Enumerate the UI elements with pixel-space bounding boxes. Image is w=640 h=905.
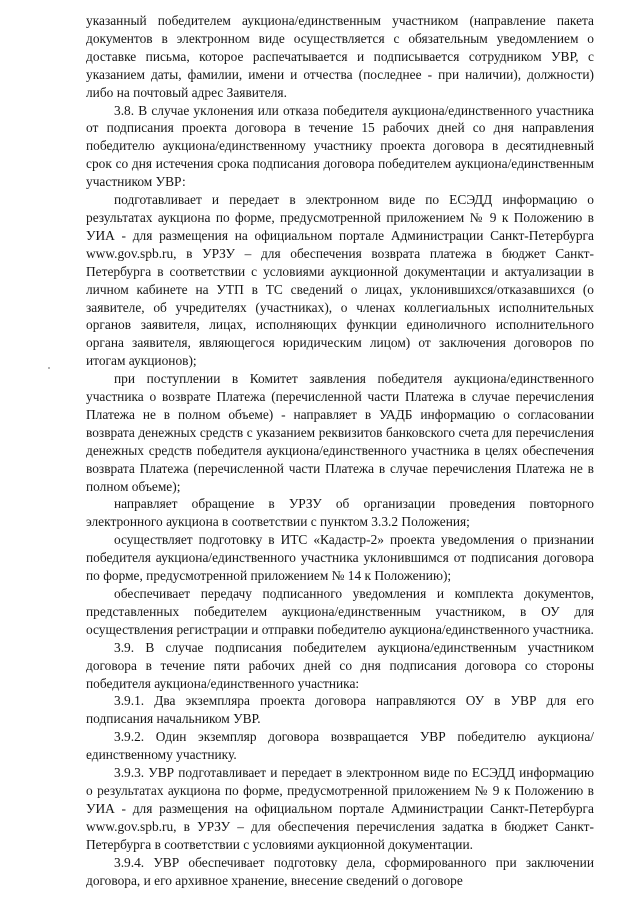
- paragraph-3-9-1: 3.9.1. Два экземпляра проекта договора направляются ОУ в УВР для его подписания начальником УВР.: [86, 693, 594, 727]
- paragraph-3-9-3: 3.9.3. УВР подготавливает и передает в электронном виде по ЕСЭДД информацию о результатах аукциона по форме, предусмотренной приложением № 9 к Положению в УИА - для размещения на официальном портале Администрации Санкт-Петербурга www.gov.spb.ru, в УРЗУ – для обеспечения перечисления задатка в бюджет Санкт-Петербурга в соответствии с условиями аукционной документации.: [86, 765, 594, 852]
- paragraph-3-9-4: 3.9.4. УВР обеспечивает подготовку дела, сформированного при заключении договора, и его архивное хранение, внесение сведений о договоре: [86, 854, 594, 888]
- paragraph-continuation: указанный победителем аукциона/единственным участником (направление пакета документов в электронном виде осуществляется с обязательным уведомлением о доставке письма, которое распечатывается и подписывается сотрудником УВР, с указанием даты, фамилии, имени и отчества (последнее - при наличии), должности) либо на почтовый адрес Заявителя.: [86, 13, 594, 100]
- paragraph-3-8: 3.8. В случае уклонения или отказа победителя аукциона/единственного участника от подписания проекта договора в течение 15 рабочих дней со дня направления победителю аукциона/единственному участнику проекта договора в десятидневный срок со дня истечения срока подписания договора победителем аукциона/единственным участником УВР:: [86, 102, 594, 190]
- paragraph-repeat-auction: направляет обращение в УРЗУ об организации проведения повторного электронного аукциона в соответствии с пунктом 3.3.2 Положения;: [86, 496, 594, 530]
- scan-speck: [48, 367, 50, 369]
- paragraph-prepares-info: подготавливает и передает в электронном виде по ЕСЭДД информацию о результатах аукциона по форме, предусмотренной приложением № 9 к Положению в УИА - для размещения на официальном портале Администрации Санкт-Петербурга www.gov.spb.ru, в УРЗУ – для обеспечения возврата платежа в бюджет Санкт-Петербурга в соответствии с условиями аукционной документации и актуализации в личном кабинете на УТП в ТС сведений о лицах, уклонившихся/отказавшихся (о заявителе, об учредителях (участниках), о членах коллегиальных исполнительных органов заявителя, лицах, исполняющих функции единоличного исполнительного органа заявителя, являющегося юридическим лицом) от заключения договоров по итогам аукционов);: [86, 192, 594, 369]
- paragraph-3-9-2: 3.9.2. Один экземпляр договора возвращается УВР победителю аукциона/единственному участнику.: [86, 729, 594, 763]
- document-body: [86, 12, 594, 889]
- paragraph-notice-transfer: обеспечивает передачу подписанного уведомления и комплекта документов, представленных победителем аукциона/единственным участником, в ОУ для осуществления регистрации и отправки победителю аукциона/единственного участника.: [86, 586, 594, 637]
- paragraph-3-9: 3.9. В случае подписания победителем аукциона/единственным участником договора в течение пяти рабочих дней со дня подписания договора со стороны победителя аукциона/единственного участника:: [86, 639, 594, 691]
- paragraph-notice-draft: осуществляет подготовку в ИТС «Кадастр-2» проекта уведомления о признании победителя аукциона/единственного участника уклонившимся от подписания договора по форме, предусмотренной приложением № 14 к Положению);: [86, 532, 594, 584]
- paragraph-refund-request: при поступлении в Комитет заявления победителя аукциона/единственного участника о возврате Платежа (перечисленной части Платежа в случае перечисления Платежа не в полном объеме) - направляет в УАДБ информацию о согласовании возврата денежных средств с указанием реквизитов банковского счета для перечисления денежных средств победителя аукциона/единственного участника в целях обеспечения возврата Платежа (перечисленной части Платежа в случае перечисления Платежа не в полном объеме);: [86, 371, 594, 494]
